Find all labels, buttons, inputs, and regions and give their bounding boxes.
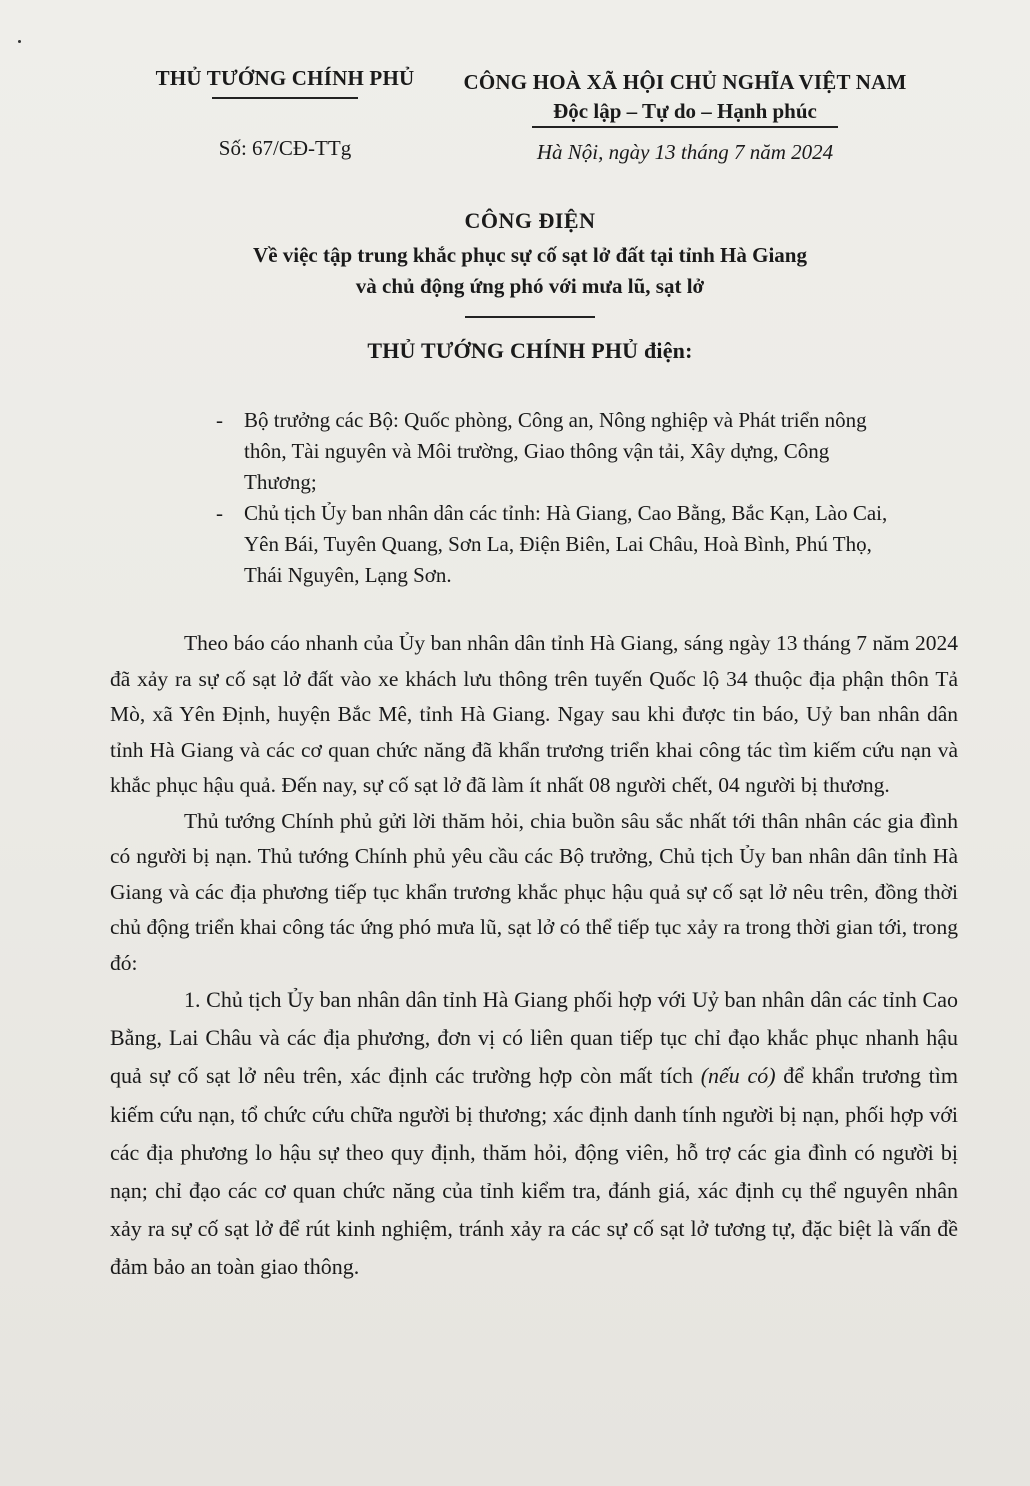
paper-speck	[18, 40, 21, 43]
recipient-item	[212, 498, 892, 591]
recipient-text: Bộ trưởng các Bộ: Quốc phòng, Công an, Nông nghiệp và Phát triển nông thôn, Tài nguyên và Môi trường, Giao thông vận tải, Xây dựng, Công Thương;	[244, 408, 867, 494]
body-paragraph-1: Theo báo cáo nhanh của Ủy ban nhân dân tỉnh Hà Giang, sáng ngày 13 tháng 7 năm 2024 đã xảy ra sự cố sạt lở đất vào xe khách lưu thông trên tuyến Quốc lộ 34 thuộc địa phận thôn Tả Mò, xã Yên Định, huyện Bắc Mê, tỉnh Hà Giang. Ngay sau khi được tin báo, Uỷ ban nhân dân tỉnh Hà Giang và các cơ quan chức năng đã khẩn trương triển khai công tác tìm kiếm cứu nạn và khắc phục hậu quả. Đến nay, sự cố sạt lở đã làm ít nhất 08 người chết, 04 người bị thương.	[110, 631, 958, 797]
national-motto: Độc lập – Tự do – Hạnh phúc	[553, 99, 817, 123]
recipient-dash: -	[216, 408, 223, 432]
title-divider	[465, 316, 595, 318]
body-paragraph-3	[110, 981, 958, 1287]
motto-underline	[532, 126, 838, 128]
paragraph-3-text-b: để khẩn trương tìm kiếm cứu nạn, tổ chức cứu chữa người bị thương; xác định danh tính người bị nạn, phối hợp với các địa phương lo hậu sự theo quy định, thăm hỏi, động viên, hỗ trợ các gia đình có người bị nạn; chỉ đạo các cơ quan chức năng của tỉnh kiểm tra, đánh giá, xác định cụ thể nguyên nhân xảy ra sự cố sạt lở để rút kinh nghiệm, tránh xảy ra các sự cố sạt lở tương tự, đặc biệt là vấn đề đảm bảo an toàn giao thông.	[110, 1063, 958, 1280]
subject-line-1: Về việc tập trung khắc phục sự cố sạt lở đất tại tỉnh Hà Giang	[253, 243, 807, 267]
issuing-authority: THỦ TƯỚNG CHÍNH PHỦ	[155, 66, 415, 90]
document-title-block	[130, 208, 930, 318]
body-paragraph-2: Thủ tướng Chính phủ gửi lời thăm hỏi, chia buồn sâu sắc nhất tới thân nhân các gia đình có người bị nạn. Thủ tướng Chính phủ yêu cầu các Bộ trưởng, Chủ tịch Ủy ban nhân dân tỉnh Hà Giang và các địa phương tiếp tục khẩn trương khắc phục hậu quả sự cố sạt lở nêu trên, đồng thời chủ động triển khai công tác ứng phó mưa lũ, sạt lở có thể tiếp tục xảy ra trong thời gian tới, trong đó:	[110, 808, 958, 975]
recipient-dash: -	[216, 501, 223, 525]
place-and-date: Hà Nội, ngày 13 tháng 7 năm 2024	[536, 140, 834, 164]
paragraph-3-italic: (nếu có)	[700, 1063, 776, 1089]
paragraph-3-text-a: 1. Chủ tịch Ủy ban nhân dân tỉnh Hà Giang phối hợp với Uỷ ban nhân dân các tỉnh Cao Bằng, Lai Châu và các địa phương, đơn vị có liên quan tiếp tục chỉ đạo khắc phục nhanh hậu quả sự cố sạt lở nêu trên, xác định các trường hợp còn mất tích	[110, 987, 958, 1089]
document-body	[110, 626, 958, 1287]
country-name: CÔNG HOÀ XÃ HỘI CHỦ NGHĨA VIỆT NAM	[463, 70, 907, 94]
recipient-item	[212, 405, 892, 498]
authority-underline	[212, 97, 358, 99]
national-header-block	[440, 70, 930, 128]
recipient-list	[212, 405, 892, 591]
document-type: CÔNG ĐIỆN	[464, 208, 596, 233]
recipient-text: Chủ tịch Ủy ban nhân dân các tỉnh: Hà Giang, Cao Bằng, Bắc Kạn, Lào Cai, Yên Bái, Tuyên Quang, Sơn La, Điện Biên, Lai Châu, Hoà Bình, Phú Thọ, Thái Nguyên, Lạng Sơn.	[244, 501, 888, 587]
sender-line: THỦ TƯỚNG CHÍNH PHỦ điện:	[367, 338, 693, 363]
subject-line-2: và chủ động ứng phó với mưa lũ, sạt lở	[355, 274, 705, 298]
issuing-authority-block	[140, 66, 430, 99]
document-number: Số: 67/CĐ-TTg	[218, 136, 352, 160]
